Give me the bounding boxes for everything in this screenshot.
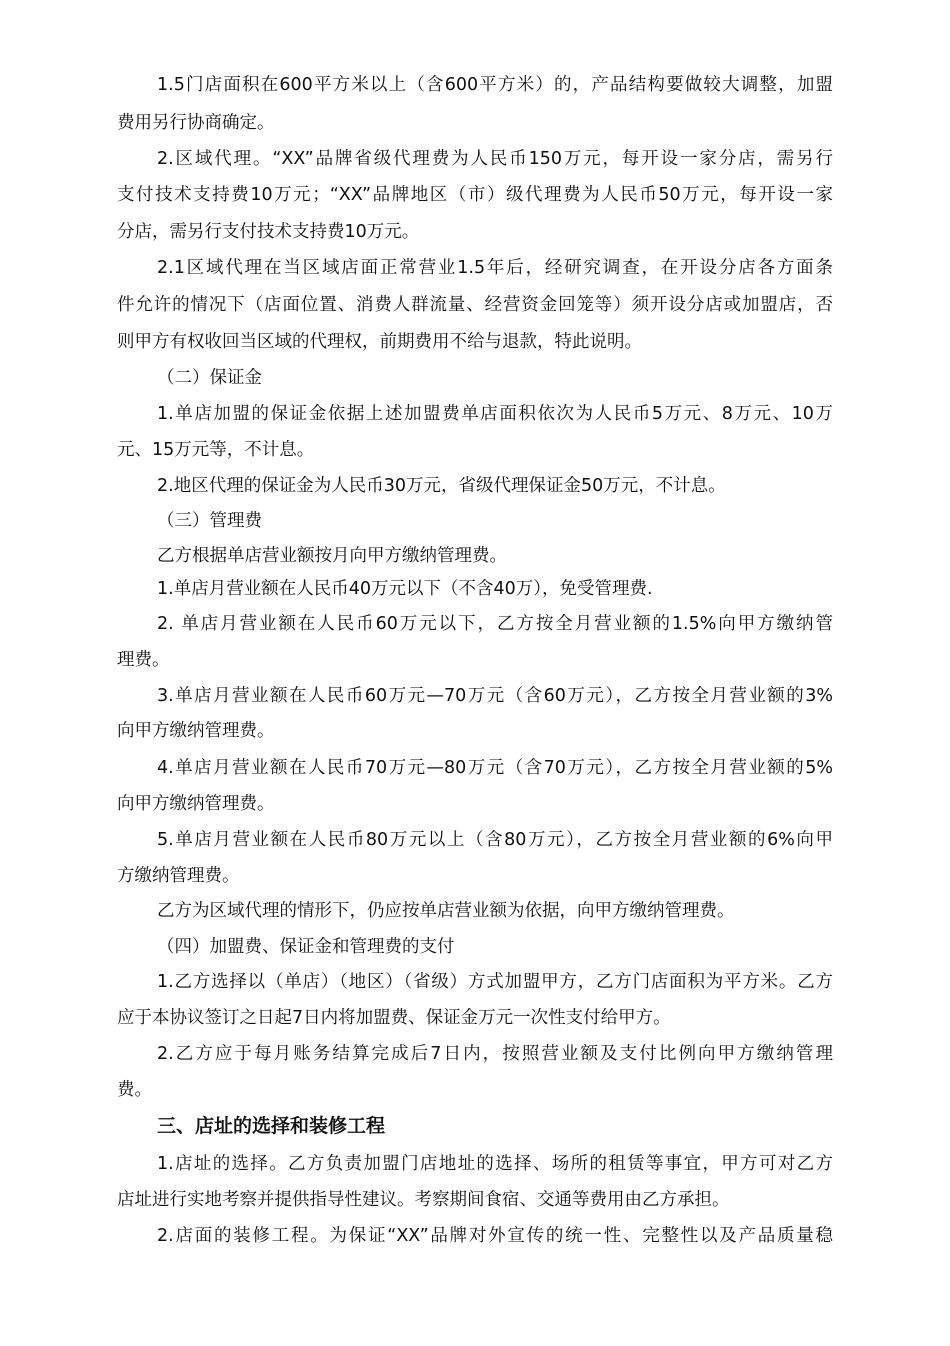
- para-line: 2.1区域代理在当区域店面正常营业1.5年后，经研究调查，在开设分店各方面条: [157, 258, 833, 278]
- para-line: 元、15万元等，不计息。: [117, 440, 315, 460]
- para-line: 理费。: [117, 650, 170, 670]
- para-line: 向甲方缴纳管理费。: [117, 721, 275, 741]
- para-line: 4.单店月营业额在人民币70万元—80万元（含70万元），乙方按全月营业额的5%: [157, 758, 833, 778]
- para-line: 支付技术支持费10万元；“XX”品牌地区（市）级代理费为人民币50万元，每开设一家: [117, 185, 833, 205]
- para-line: 5.单店月营业额在人民币80万元以上（含80万元），乙方按全月营业额的6%向甲: [157, 830, 833, 850]
- para-line: 2.店面的装修工程。为保证“XX”品牌对外宣传的统一性、完整性以及产品质量稳: [157, 1226, 833, 1246]
- para-line: 乙方根据单店营业额按月向甲方缴纳管理费。: [157, 546, 507, 566]
- para-line: 应于本协议签订之日起7日内将加盟费、保证金万元一次性支付给甲方。: [117, 1008, 671, 1028]
- para-line: 1.单店加盟的保证金依据上述加盟费单店面积依次为人民币5万元、8万元、10万: [157, 404, 833, 424]
- para-line: 2.区域代理。“XX”品牌省级代理费为人民币150万元，每开设一家分店，需另行: [157, 149, 833, 169]
- para-line: 件允许的情况下（店面位置、消费人群流量、经营资金回笼等）须开设分店或加盟店，否: [117, 295, 833, 315]
- para-line: 分店，需另行支付技术支持费10万元。: [117, 222, 420, 242]
- chapter-heading: 三、店址的选择和装修工程: [157, 1115, 386, 1137]
- para-line: 1.5门店面积在600平方米以上（含600平方米）的，产品结构要做较大调整，加盟: [157, 75, 833, 95]
- section-heading: （二）保证金: [157, 368, 262, 388]
- para-line: 店址进行实地考察并提供指导性建议。考察期间食宿、交通等费用由乙方承担。: [117, 1190, 730, 1210]
- para-line: 方缴纳管理费。: [117, 866, 240, 886]
- para-line: 1.乙方选择以（单店）（地区）（省级）方式加盟甲方，乙方门店面积为平方米。乙方: [157, 972, 833, 992]
- para-line: 则甲方有权收回当区域的代理权，前期费用不给与退款，特此说明。: [117, 332, 642, 352]
- para-line: 2.乙方应于每月账务结算完成后7日内，按照营业额及支付比例向甲方缴纳管理: [157, 1044, 833, 1064]
- para-line: 1.店址的选择。乙方负责加盟门店地址的选择、场所的租赁等事宜，甲方可对乙方: [157, 1154, 833, 1174]
- para-line: 费。: [117, 1080, 152, 1100]
- para-line: 费用另行协商确定。: [117, 113, 275, 133]
- para-line: 向甲方缴纳管理费。: [117, 794, 275, 814]
- para-line: 1.单店月营业额在人民币40万元以下（不含40万），免受管理费.: [157, 579, 653, 599]
- para-line: 3.单店月营业额在人民币60万元—70万元（含60万元），乙方按全月营业额的3%: [157, 686, 833, 706]
- para-line: 2. 单店月营业额在人民币60万元以下，乙方按全月营业额的1.5%向甲方缴纳管: [157, 614, 833, 634]
- section-heading: （三）管理费: [157, 511, 262, 531]
- para-line: 2.地区代理的保证金为人民币30万元，省级代理保证金50万元，不计息。: [157, 476, 726, 496]
- section-heading: （四）加盟费、保证金和管理费的支付: [157, 937, 455, 957]
- para-line: 乙方为区域代理的情形下，仍应按单店营业额为依据，向甲方缴纳管理费。: [157, 901, 735, 921]
